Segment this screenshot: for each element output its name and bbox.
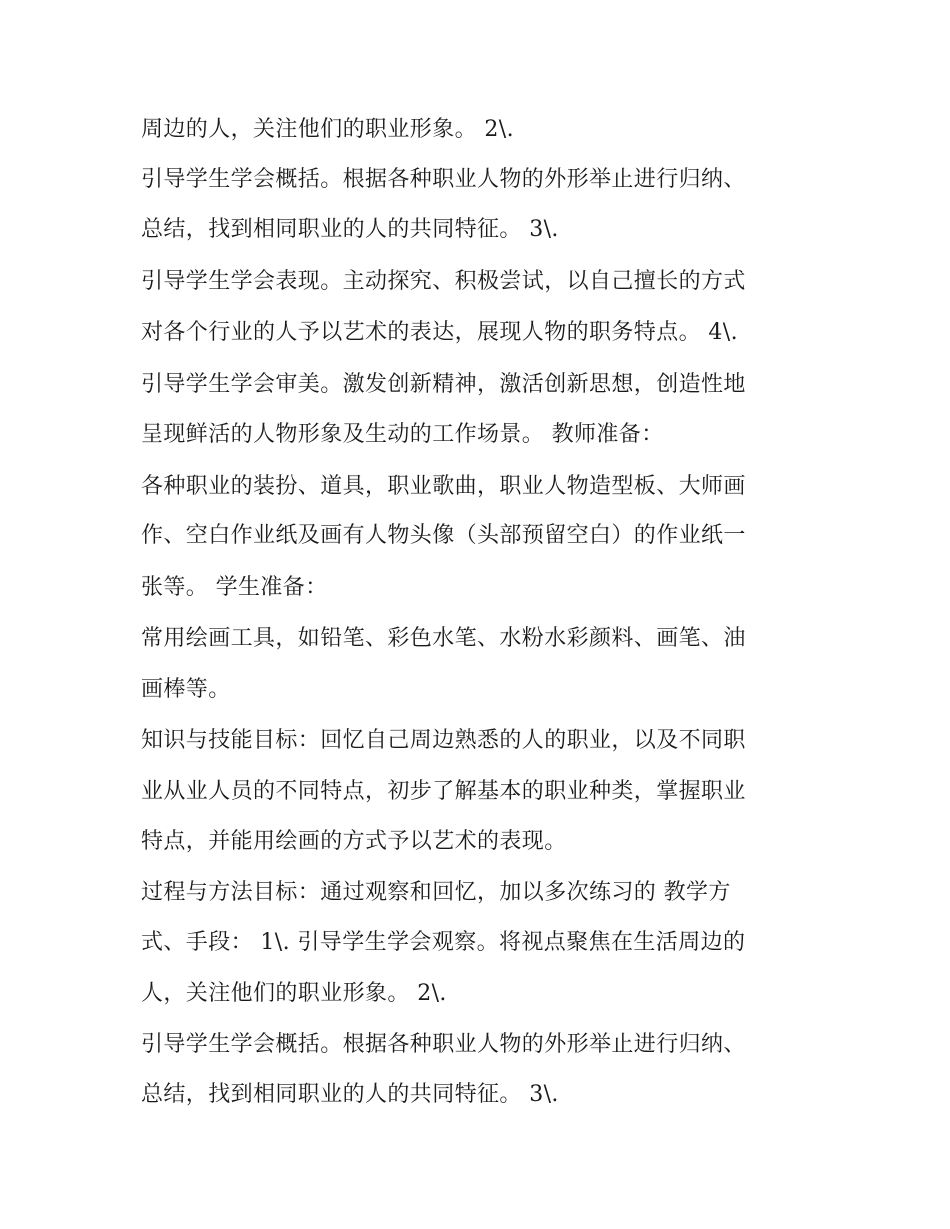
text-line: 常用绘画工具，如铅笔、彩色水笔、水粉水彩颜料、画笔、油 xyxy=(141,626,746,651)
text-line: 呈现鲜活的人物形象及生动的工作场景。 教师准备： xyxy=(141,422,664,447)
text-line: 引导学生学会审美。激发创新精神，激活创新思想，创造性地 xyxy=(141,372,746,397)
text-line: 特点，并能用绘画的方式予以艺术的表现。 xyxy=(141,829,567,854)
text-line: 张等。 学生准备： xyxy=(141,575,328,600)
text-line: 人，关注他们的职业形象。 2\. xyxy=(141,981,447,1006)
text-line: 引导学生学会概括。根据各种职业人物的外形举止进行归纳、 xyxy=(141,167,746,192)
text-line: 引导学生学会表现。主动探究、积极尝试，以自己擅长的方式 xyxy=(141,269,746,294)
text-line: 画棒等。 xyxy=(141,677,231,702)
text-line: 周边的人，关注他们的职业形象。 2\. xyxy=(141,117,514,142)
text-line: 知识与技能目标：回忆自己周边熟悉的人的职业，以及不同职 xyxy=(141,728,746,753)
text-line: 总结，找到相同职业的人的共同特征。 3\. xyxy=(141,217,559,242)
text-line: 各种职业的装扮、道具，职业歌曲，职业人物造型板、大师画 xyxy=(141,474,746,499)
text-line: 过程与方法目标：通过观察和回忆，加以多次练习的 教学方 xyxy=(141,880,731,905)
text-line: 作、空白作业纸及画有人物头像（头部预留空白）的作业纸一 xyxy=(141,523,746,548)
text-line: 式、手段： 1\. 引导学生学会观察。将视点聚焦在生活周边的 xyxy=(141,930,746,955)
text-line: 对各个行业的人予以艺术的表达，展现人物的职务特点。 4\. xyxy=(141,320,738,345)
text-line: 引导学生学会概括。根据各种职业人物的外形举止进行归纳、 xyxy=(141,1032,746,1057)
text-line: 总结，找到相同职业的人的共同特征。 3\. xyxy=(141,1082,559,1107)
text-line: 业从业人员的不同特点，初步了解基本的职业种类，掌握职业 xyxy=(141,779,746,804)
